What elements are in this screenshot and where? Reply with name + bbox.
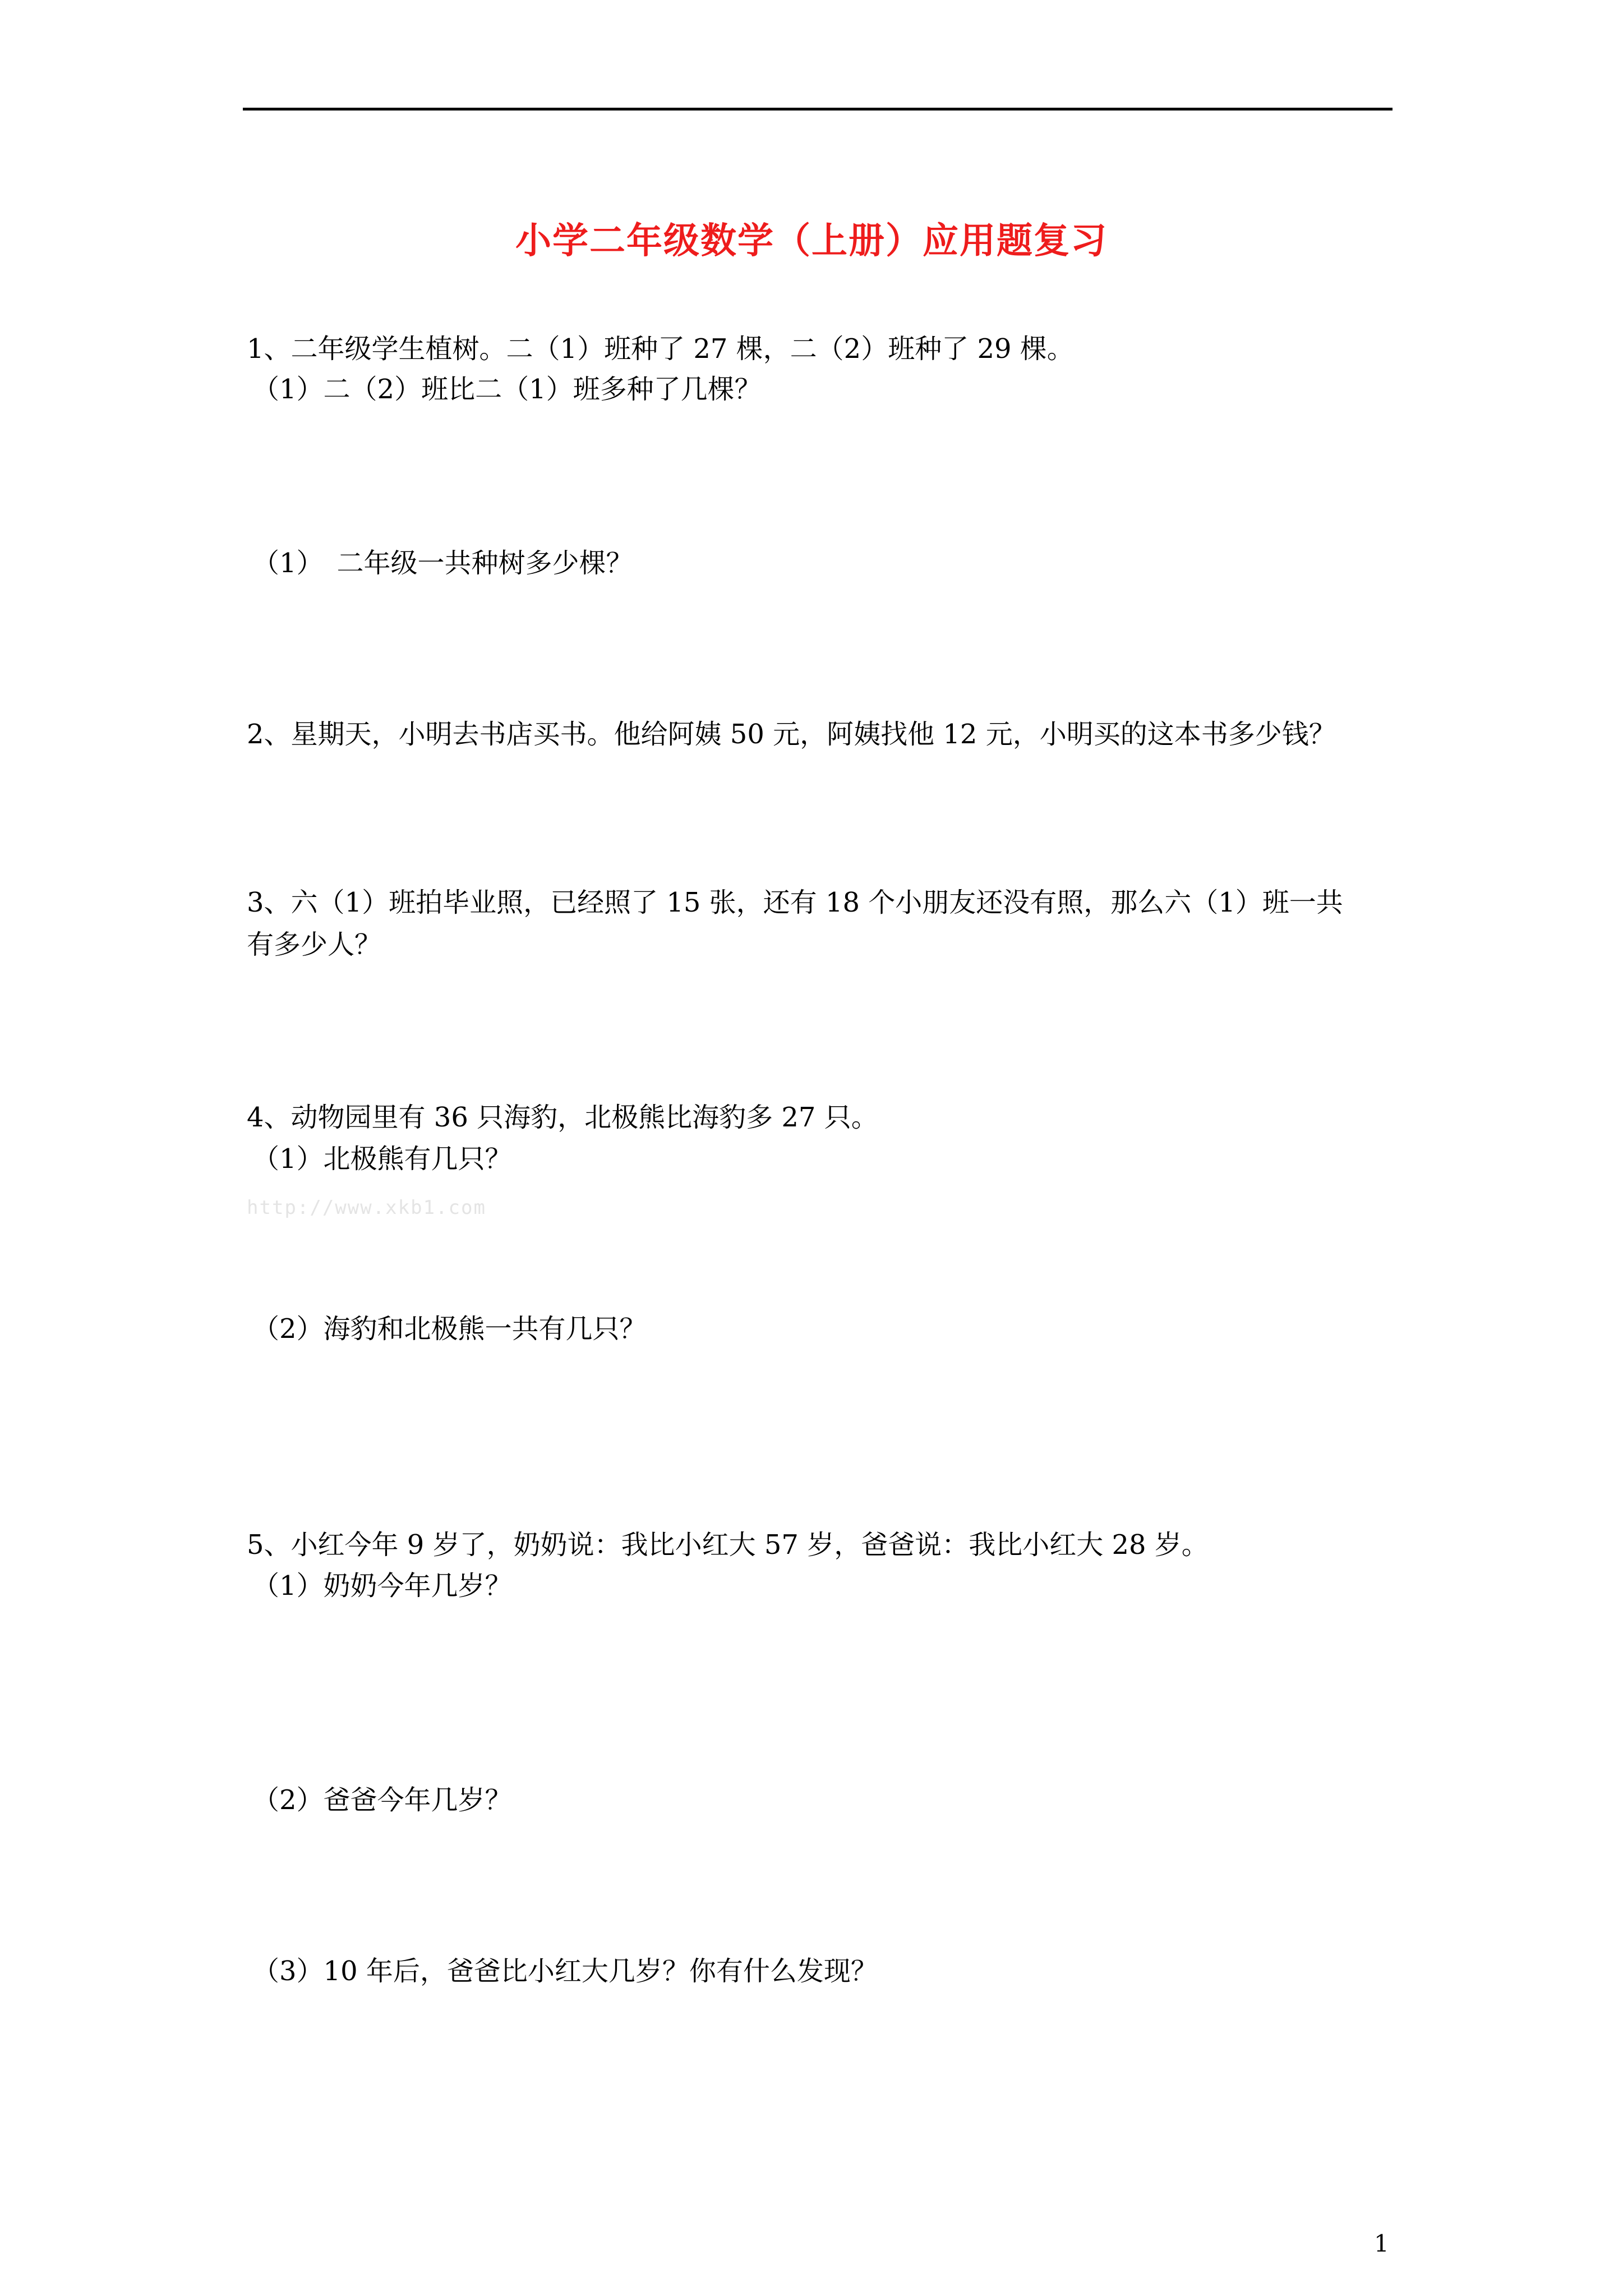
question-5-part-1: （1）奶奶今年几岁？ <box>252 1570 512 1602</box>
question-5-part-2: （2）爸爸今年几岁？ <box>252 1784 512 1816</box>
question-3-stem-continued: 有多少人？ <box>247 929 382 960</box>
question-2-stem: 2、星期天，小明去书店买书。他给阿姨 50 元，阿姨找他 12 元，小明买的这本书多少钱？ <box>247 719 1336 750</box>
question-4-stem: 4、动物园里有 36 只海豹，北极熊比海豹多 27 只。 <box>247 1102 878 1133</box>
watermark-text: http://www.xkb1.com <box>247 1197 486 1219</box>
question-3-stem: 3、六（1）班拍毕业照，已经照了 15 张，还有 18 个小朋友还没有照，那么六（1）班一共 <box>247 887 1343 918</box>
document-title: 小学二年级数学（上册）应用题复习 <box>515 220 1108 262</box>
question-4-part-1: （1）北极熊有几只？ <box>252 1143 512 1175</box>
question-1-part-1: （1）二（2）班比二（1）班多种了几棵？ <box>252 374 762 405</box>
header-rule <box>243 108 1393 111</box>
question-4-part-2: （2）海豹和北极熊一共有几只？ <box>252 1313 647 1345</box>
question-1-part-2: （1） 二年级一共种树多少棵？ <box>252 547 633 579</box>
question-5-stem: 5、小红今年 9 岁了，奶奶说：我比小红大 57 岁，爸爸说：我比小红大 28 岁。 <box>247 1529 1209 1561</box>
page-number: 1 <box>1374 2230 1389 2257</box>
question-1-stem: 1、二年级学生植树。二（1）班种了 27 棵，二（2）班种了 29 棵。 <box>247 333 1074 365</box>
question-5-part-3: （3）10 年后，爸爸比小红大几岁？你有什么发现？ <box>252 1955 878 1987</box>
